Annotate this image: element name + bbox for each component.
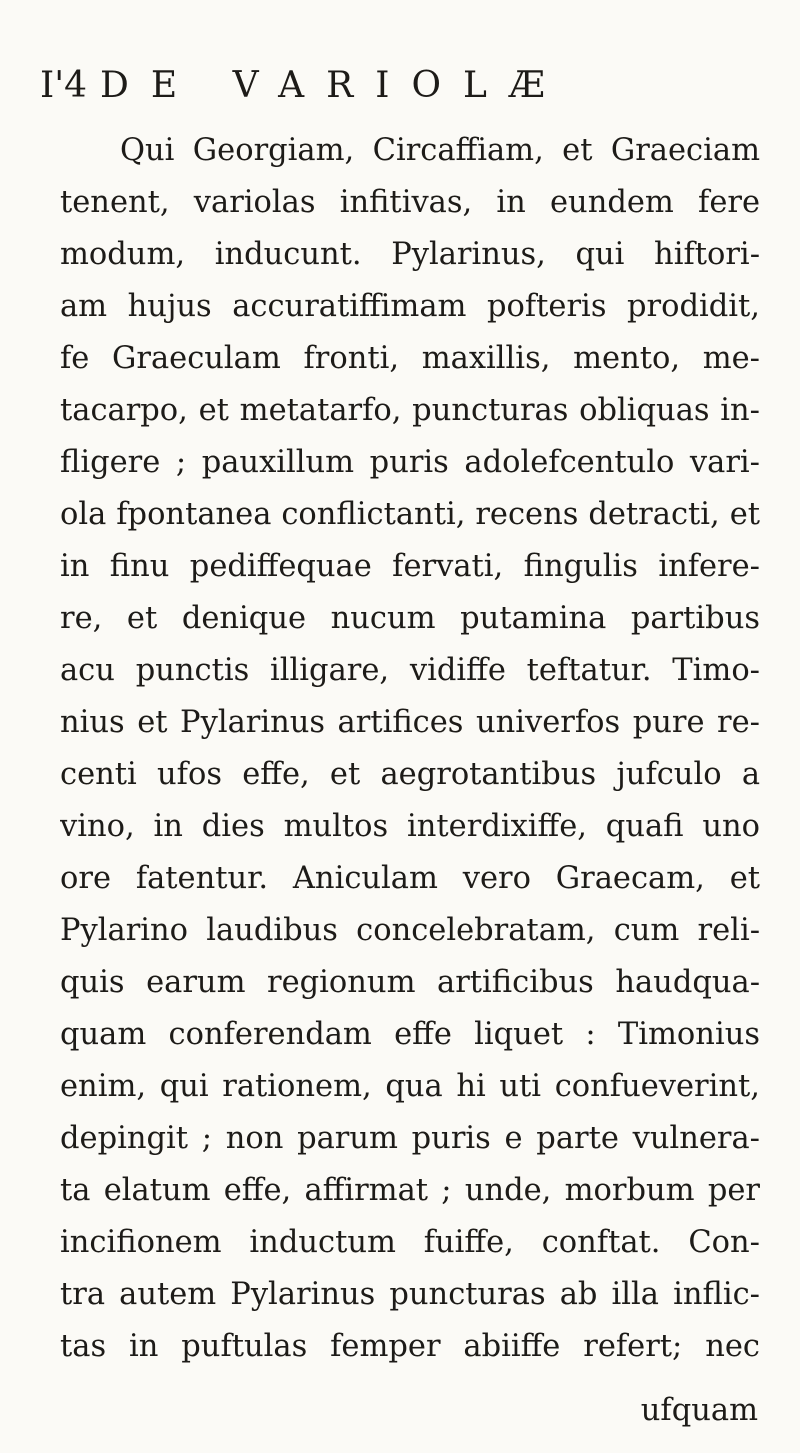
text-line: tenent, variolas infitivas, in eundem fere xyxy=(60,185,760,220)
text-line: fligere ; pauxillum puris adolefcentulo vari- xyxy=(60,445,760,480)
text-line: quam conferendam effe liquet : Timonius xyxy=(60,1017,760,1052)
text-line: tas in puftulas femper abiiffe refert; nec xyxy=(60,1329,760,1364)
text-line: nius et Pylarinus artifices univerfos pure re- xyxy=(60,705,760,740)
body-text xyxy=(60,125,760,1373)
text-line: Pylarino laudibus concelebratam, cum reli- xyxy=(60,913,760,948)
text-line: ta elatum effe, affirmat ; unde, morbum per xyxy=(60,1173,760,1208)
text-line: tra autem Pylarinus puncturas ab illa inflic- xyxy=(60,1277,760,1312)
text-line: in finu pediffequae fervati, fingulis infere- xyxy=(60,549,760,584)
text-line: Qui Georgiam, Circaffiam, et Graeciam xyxy=(120,133,760,168)
text-line: quis earum regionum artificibus haudqua- xyxy=(60,965,760,1000)
text-line: am hujus accuratiffimam pofteris prodidit, xyxy=(60,289,760,324)
text-line: ore fatentur. Aniculam vero Graecam, et xyxy=(60,861,760,896)
text-line: re, et denique nucum putamina partibus xyxy=(60,601,760,636)
running-head: DE VARIOLÆ xyxy=(100,65,567,106)
text-line: depingit ; non parum puris e parte vulnera- xyxy=(60,1121,760,1156)
catchword: ufquam xyxy=(640,1393,758,1428)
text-line: ola fpontanea conflictanti, recens detracti, et xyxy=(60,497,760,532)
text-line: acu punctis illigare, vidiffe teftatur. Timo- xyxy=(60,653,760,688)
text-line: fe Graeculam fronti, maxillis, mento, me- xyxy=(60,341,760,376)
text-line: enim, qui rationem, qua hi uti confueverint, xyxy=(60,1069,760,1104)
page-number: I'4 xyxy=(40,65,88,106)
text-line: modum, inducunt. Pylarinus, qui hiftori- xyxy=(60,237,760,272)
text-line: incifionem inductum fuiffe, conftat. Con- xyxy=(60,1225,760,1260)
text-line: tacarpo, et metatarfo, puncturas obliquas in- xyxy=(60,393,760,428)
text-line: centi ufos effe, et aegrotantibus jufculo a xyxy=(60,757,760,792)
text-line: vino, in dies multos interdixiffe, quafi uno xyxy=(60,809,760,844)
